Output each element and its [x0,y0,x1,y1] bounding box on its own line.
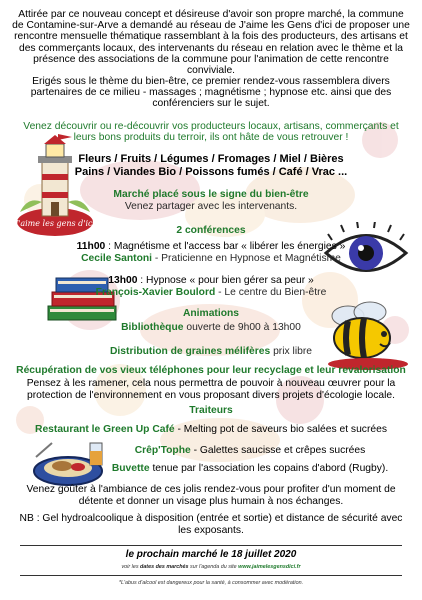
footer-divider-2 [20,575,402,576]
traiteur-3 [90,463,410,475]
library-line [12,322,410,334]
seeds-line [12,346,410,358]
conference-1-text: : Magnétisme et l'access bar « libérer les énergies » [105,241,346,252]
intro-paragraph-2: Erigés sous le thème du bien-être, ce premier rendez-vous rassemblera divers partenaires de ce milieu - massages ; magnétisme ; hypnose etc. ainsi que des conférenciers sur le sujet. [30,76,392,110]
intro-paragraph-1: Attirée par ce nouveau concept et désireuse d'avoir son propre marché, la commune de Contamine-sur-Arve a demandé au réseau de J'aime les Gens d'ici de proposer une rencontre mensuelle thématique rassemblant à la fois des producteurs, des artisans et des commerçants locaux, des intervenants du réseau en relation avec le thème et la présence des associations de la commune pour l'animation de cette rencontre conviviale. [12,9,410,77]
intro-paragraph-3: Venez découvrir ou re-découvrir vos producteurs locaux, artisans, commerçants et leurs bons produits du terroir, ils ont hâte de vous retrouver ! [23,121,399,144]
traiteur-1-text: - Melting pot de saveurs bio salées et sucrées [174,424,387,435]
traiteur-2-text: - Galettes saucisse et crêpes sucrées [190,445,366,456]
products-line-1: Fleurs / Fruits / Légumes / Fromages / Miel / Bières [78,153,344,165]
conference-1-time: 11h00 [76,241,106,252]
conference-1-org: - Praticienne en Hypnose et Magnétisme [152,253,341,264]
traiteurs-title: Traiteurs [189,405,233,416]
website-link[interactable]: www.jaimelesgensdici.fr [238,564,301,570]
conferences-title: 2 conférences [176,225,246,236]
traiteur-3-text: tenue par l'association les copains d'abord (Rugby). [149,463,389,474]
closing-paragraph: Venez goûter à l'ambiance de ces jolis rendez-vous pour profiter d'un moment de détente et donner un visage plus humain à nos échanges. [26,484,396,507]
conference-1 [12,241,410,253]
conference-2-text: : Hypnose « pour bien gérer sa peur » [137,275,314,286]
conference-2-org: - Le centre du Bien-être [215,287,327,298]
library-text: ouverte de 9h00 à 13h00 [183,322,301,333]
traiteur-3-name: Buvette [111,463,150,474]
seeds-text: prix libre [270,346,312,357]
recycling-text: Pensez à les ramener, cela nous permettra de pouvoir à nouveau œuvrer pour la protection de l'environnement en vous proposant divers projets d'écologie locale. [26,378,396,401]
products-line-2: Pains / Viandes Bio / Poissons fumés / Café / Vrac ... [74,166,348,178]
footer-divider [20,545,402,546]
market-dates-line [12,564,410,570]
conference-1-speaker: Cecile Santoni [81,253,153,264]
dates-bold: dates des marchés [140,564,189,570]
logo-lettering: J'aime les gens d'ici [14,219,96,228]
conference-2 [12,275,410,287]
library-name: Bibliothèque [121,322,184,333]
conference-2-time: 13h00 [108,275,138,286]
conference-1-speaker-line [12,253,410,265]
conference-2-speaker-line [12,287,410,299]
animations-title: Animations [182,308,240,319]
seeds-name: Distribution de graines mélifères [110,346,271,357]
dates-mid: sur l'agenda du site [188,564,239,570]
market-subtitle: Venez partager avec les intervenants. [124,201,298,212]
traiteur-2-name: Crêp'Tophe [134,445,191,456]
nb-paragraph: NB : Gel hydroalcoolique à disposition (entrée et sortie) et distance de sécurité avec les exposants. [19,513,403,536]
lighthouse-logo-icon [14,134,96,238]
conference-2-speaker: François-Xavier Boulord [95,287,216,298]
traiteur-2 [90,445,410,457]
market-title: Marché placé sous le signe du bien-être [113,189,309,200]
recycling-title: Récupération de vos vieux téléphones pour leur recyclage et leur revalorisation [16,365,406,376]
traiteur-1-name: Restaurant le Green Up Café [35,424,175,435]
traiteur-1 [12,424,410,436]
next-market: le prochain marché le 18 juillet 2020 [125,549,297,560]
alcohol-disclaimer: *L'abus d'alcool est dangereux pour la santé, à consommer avec modération. [118,580,304,586]
dates-prefix: voir les [121,564,141,570]
